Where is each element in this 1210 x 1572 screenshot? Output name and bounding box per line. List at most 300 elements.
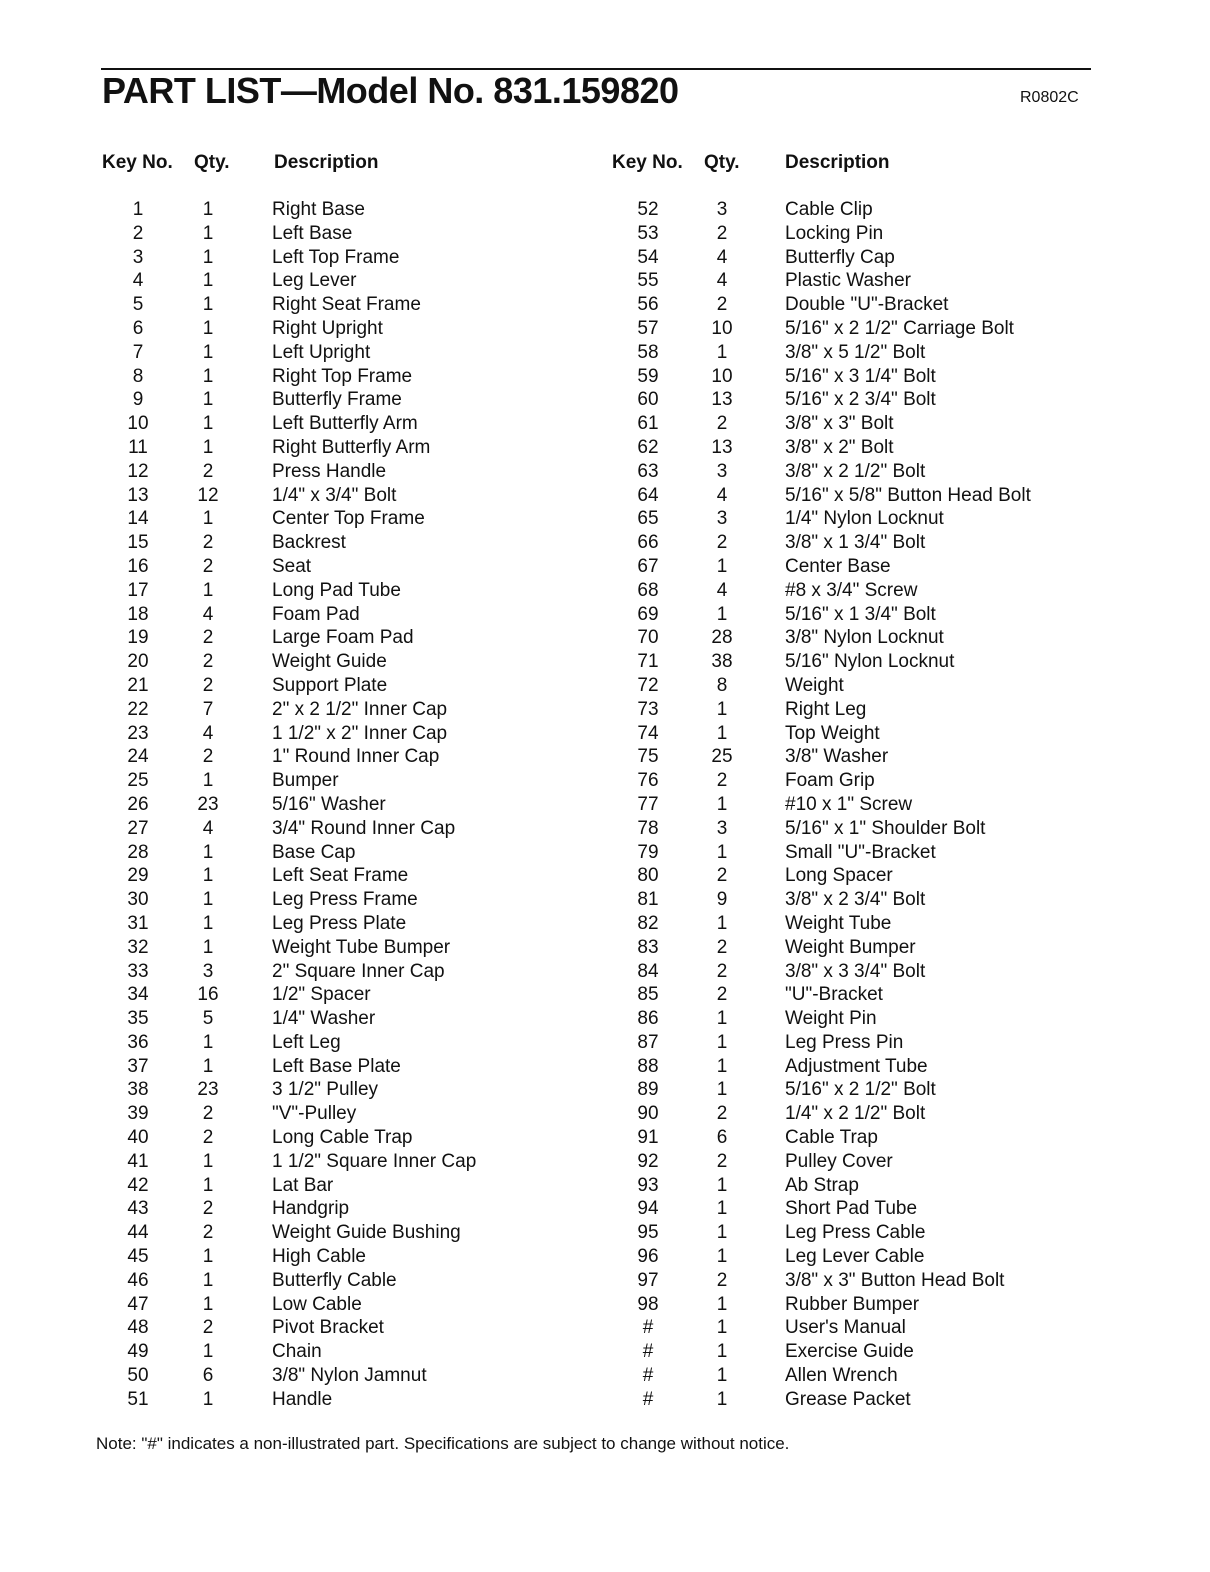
part-qty: 6 [202,1365,214,1387]
table-row [608,556,1088,580]
part-qty: 5 [202,1008,214,1030]
part-key-no: 81 [637,889,659,911]
table-row [98,247,578,271]
part-description: Weight Guide Bushing [272,1222,461,1244]
part-key-no: 36 [127,1031,149,1053]
part-description: 5/16" x 2 1/2" Carriage Bolt [785,317,1014,339]
part-description: Weight Tube Bumper [272,936,451,958]
part-description: Leg Press Cable [785,1222,926,1244]
table-row [608,1341,1088,1365]
part-key-no: 50 [127,1365,149,1387]
part-qty: 2 [202,1198,214,1220]
description-header: Description [274,152,379,173]
part-description: 3/8" x 2" Bolt [785,436,894,458]
part-description: 1/4" x 2 1/2" Bolt [785,1103,926,1125]
table-row [98,1127,578,1151]
part-description: 2" Square Inner Cap [272,960,445,982]
part-qty: 2 [716,532,728,554]
part-qty: 38 [711,651,733,673]
part-qty: 1 [716,1246,728,1268]
part-key-no: 90 [637,1103,659,1125]
part-description: Left Upright [272,341,371,363]
table-row [608,223,1088,247]
table-row [98,865,578,889]
table-row [98,1151,578,1175]
table-row [98,842,578,866]
part-key-no: 33 [127,960,149,982]
part-description: Left Leg [272,1031,341,1053]
part-qty: 1 [716,1198,728,1220]
part-key-no: 1 [132,199,144,220]
part-description: Cable Clip [785,199,873,220]
table-row [608,627,1088,651]
part-key-no: 87 [637,1031,659,1053]
part-description: Double "U"-Bracket [785,294,949,316]
part-key-no: 69 [637,603,659,625]
part-key-no: 73 [637,698,659,720]
part-qty: 2 [716,984,728,1006]
part-key-no: 16 [127,555,149,577]
table-row [98,889,578,913]
part-description: 3/8" Washer [785,746,889,768]
table-row [98,937,578,961]
table-row [98,1365,578,1389]
part-key-no: 20 [127,651,149,673]
part-description: Short Pad Tube [785,1198,918,1220]
part-description: 1" Round Inner Cap [272,746,440,768]
table-row [608,485,1088,509]
table-row [608,342,1088,366]
part-description: 3/8" x 1 3/4" Bolt [785,532,926,554]
part-description: Weight [785,674,844,696]
part-description: 5/16" x 1 3/4" Bolt [785,603,936,625]
table-row [98,1246,578,1270]
table-row [608,675,1088,699]
part-qty: 1 [716,1079,728,1101]
part-description: Foam Pad [272,603,360,625]
part-description: Left Seat Frame [272,865,409,887]
part-description: 3 1/2" Pulley [272,1079,379,1101]
table-row [98,1198,578,1222]
part-qty: 2 [202,627,214,649]
table-row [608,294,1088,318]
table-row [608,580,1088,604]
part-qty: 1 [202,841,214,863]
part-description: Cable Trap [785,1127,878,1149]
table-row [608,842,1088,866]
part-qty: 7 [202,698,214,720]
part-qty: 4 [202,603,214,625]
part-qty: 1 [716,1222,728,1244]
part-key-no: 24 [127,746,149,768]
part-key-no: 41 [127,1150,149,1172]
part-key-no: 26 [127,793,149,815]
table-row [98,651,578,675]
part-qty: 3 [716,508,728,530]
parts-rows-left [98,199,578,1413]
part-key-no: 47 [127,1293,149,1315]
part-description: Left Butterfly Arm [272,413,418,435]
table-row [98,1294,578,1318]
part-key-no: 3 [132,246,144,268]
part-description: Long Cable Trap [272,1127,413,1149]
table-row [98,913,578,937]
table-row [608,1222,1088,1246]
table-row [608,1056,1088,1080]
part-description: Rubber Bumper [785,1293,920,1315]
part-qty: 1 [716,1031,728,1053]
part-description: Backrest [272,532,346,554]
part-description: High Cable [272,1246,366,1268]
part-qty: 1 [716,1341,728,1363]
table-header [608,152,1088,188]
part-description: 5/16" x 1" Shoulder Bolt [785,817,986,839]
part-key-no: 12 [127,460,149,482]
part-key-no: 49 [127,1341,149,1363]
part-description: User's Manual [785,1317,906,1339]
table-row [608,1246,1088,1270]
part-description: 3/8" x 3" Button Head Bolt [785,1269,1005,1291]
table-row [608,508,1088,532]
part-key-no: 91 [637,1127,659,1149]
table-row [608,366,1088,390]
qty-header: Qty. [194,152,230,173]
part-key-no: 52 [637,199,659,220]
part-key-no: 74 [637,722,659,744]
part-key-no: 98 [637,1293,659,1315]
table-row [608,413,1088,437]
part-description: Left Top Frame [272,246,400,268]
part-qty: 4 [202,722,214,744]
table-row [608,604,1088,628]
part-qty: 2 [716,865,728,887]
part-description: Allen Wrench [785,1365,898,1387]
part-qty: 2 [716,222,728,244]
part-qty: 3 [202,960,214,982]
part-description: Foam Grip [785,770,875,792]
table-row [608,699,1088,723]
table-row [608,1389,1088,1413]
part-description: Pivot Bracket [272,1317,384,1339]
part-description: Right Base [272,199,365,220]
document-code: R0802C [1020,89,1079,106]
part-qty: 1 [202,1055,214,1077]
table-row [98,413,578,437]
table-row [608,770,1088,794]
table-row [98,1079,578,1103]
table-row [98,723,578,747]
part-key-no: 37 [127,1055,149,1077]
table-row [608,247,1088,271]
part-qty: 1 [202,889,214,911]
table-row [608,1365,1088,1389]
table-row [608,270,1088,294]
part-qty: 2 [202,1317,214,1339]
part-description: 3/8" x 3" Bolt [785,413,894,435]
part-key-no: 13 [127,484,149,506]
part-key-no: 28 [127,841,149,863]
table-row [608,199,1088,223]
part-key-no: 68 [637,579,659,601]
part-key-no: 93 [637,1174,659,1196]
part-description: Long Spacer [785,865,893,887]
part-qty: 2 [202,1222,214,1244]
part-description: Ab Strap [785,1174,859,1196]
part-description: 5/16" x 3 1/4" Bolt [785,365,936,387]
part-qty: 2 [202,532,214,554]
part-qty: 1 [716,841,728,863]
table-row [608,1151,1088,1175]
part-qty: 1 [716,1055,728,1077]
part-qty: 1 [202,770,214,792]
part-description: 1 1/2" x 2" Inner Cap [272,722,448,744]
part-qty: 4 [716,579,728,601]
page-title: PART LIST—Model No. 831.159820 [102,70,679,111]
part-key-no: 23 [127,722,149,744]
part-description: Support Plate [272,674,388,696]
part-description: 1 1/2" Square Inner Cap [272,1150,477,1172]
part-key-no: # [642,1365,654,1387]
part-description: Butterfly Cap [785,246,895,268]
part-qty: 1 [202,1246,214,1268]
part-description: Leg Lever [272,270,357,292]
parts-rows-right [608,199,1088,1413]
part-key-no: 43 [127,1198,149,1220]
part-key-no: 75 [637,746,659,768]
table-row [98,270,578,294]
table-row [608,1270,1088,1294]
table-row [608,389,1088,413]
table-row [608,961,1088,985]
part-qty: 1 [202,508,214,530]
part-description: "V"-Pulley [272,1103,357,1125]
part-key-no: 8 [132,365,144,387]
part-description: Leg Lever Cable [785,1246,925,1268]
part-key-no: 64 [637,484,659,506]
part-key-no: 97 [637,1269,659,1291]
part-qty: 12 [197,484,219,506]
part-qty: 1 [716,1365,728,1387]
part-qty: 13 [711,389,733,411]
part-qty: 4 [716,484,728,506]
part-description: 1/4" Washer [272,1008,376,1030]
part-key-no: 89 [637,1079,659,1101]
key-no-header: Key No. [102,152,173,173]
part-key-no: 83 [637,936,659,958]
part-description: Weight Tube [785,912,892,934]
part-key-no: 7 [132,341,144,363]
part-qty: 9 [716,889,728,911]
part-description: Weight Pin [785,1008,877,1030]
part-qty: 2 [202,746,214,768]
part-qty: 1 [716,341,728,363]
part-qty: 2 [716,770,728,792]
part-qty: 13 [711,436,733,458]
part-qty: 1 [202,1150,214,1172]
part-qty: 2 [716,1103,728,1125]
part-description: Left Base [272,222,353,244]
table-row [98,1317,578,1341]
table-row [98,1175,578,1199]
part-description: Grease Packet [785,1388,911,1410]
part-qty: 1 [202,912,214,934]
part-key-no: 4 [132,270,144,292]
part-qty: 1 [202,294,214,316]
part-qty: 1 [716,1174,728,1196]
part-key-no: 61 [637,413,659,435]
part-key-no: 54 [637,246,659,268]
part-description: 3/8" x 2 1/2" Bolt [785,460,926,482]
part-key-no: 86 [637,1008,659,1030]
part-key-no: 38 [127,1079,149,1101]
part-description: 3/8" x 2 3/4" Bolt [785,889,926,911]
part-qty: 1 [202,1293,214,1315]
part-qty: 1 [202,936,214,958]
part-key-no: 25 [127,770,149,792]
table-row [98,485,578,509]
part-qty: 1 [202,222,214,244]
part-key-no: 17 [127,579,149,601]
part-key-no: 62 [637,436,659,458]
part-qty: 10 [711,317,733,339]
part-qty: 1 [202,413,214,435]
part-description: Seat [272,555,312,577]
part-description: 5/16" x 2 3/4" Bolt [785,389,936,411]
part-key-no: 19 [127,627,149,649]
part-description: Right Top Frame [272,365,413,387]
part-description: Leg Press Pin [785,1031,904,1053]
part-key-no: 63 [637,460,659,482]
part-description: #8 x 3/4" Screw [785,579,918,601]
part-key-no: 94 [637,1198,659,1220]
part-key-no: 39 [127,1103,149,1125]
part-qty: 1 [716,912,728,934]
part-qty: 2 [716,1269,728,1291]
part-qty: 2 [716,1150,728,1172]
parts-table-left [98,152,578,1413]
table-row [98,1222,578,1246]
table-row [98,1270,578,1294]
table-row [608,1294,1088,1318]
table-row [98,1008,578,1032]
table-row [98,770,578,794]
part-key-no: 2 [132,222,144,244]
part-qty: 2 [716,294,728,316]
part-description: Long Pad Tube [272,579,401,601]
part-key-no: 66 [637,532,659,554]
part-key-no: # [642,1341,654,1363]
part-qty: 4 [716,270,728,292]
table-row [608,437,1088,461]
part-qty: 3 [716,817,728,839]
part-qty: 1 [202,579,214,601]
part-description: Right Upright [272,317,383,339]
part-description: Handle [272,1388,333,1410]
table-row [98,199,578,223]
part-description: Plastic Washer [785,270,911,292]
part-description: Base Cap [272,841,356,863]
part-description: Weight Guide [272,651,387,673]
table-row [608,1103,1088,1127]
table-header [98,152,578,188]
part-key-no: 79 [637,841,659,863]
table-row [98,437,578,461]
table-row [608,1127,1088,1151]
part-key-no: 34 [127,984,149,1006]
part-description: 5/16" x 2 1/2" Bolt [785,1079,936,1101]
table-row [98,580,578,604]
part-description: Chain [272,1341,322,1363]
part-key-no: 22 [127,698,149,720]
table-row [98,1056,578,1080]
part-key-no: 11 [128,436,148,458]
part-description: Center Base [785,555,891,577]
part-qty: 1 [202,389,214,411]
part-description: Small "U"-Bracket [785,841,936,863]
table-row [98,366,578,390]
part-key-no: 32 [127,936,149,958]
footnote: Note: "#" indicates a non-illustrated part. Specifications are subject to change without notice. [96,1434,790,1453]
table-row [98,318,578,342]
part-key-no: 80 [637,865,659,887]
part-key-no: 48 [127,1317,149,1339]
part-description: 5/16" Nylon Locknut [785,651,955,673]
part-key-no: 71 [637,651,659,673]
part-key-no: 77 [637,793,659,815]
table-row [608,1008,1088,1032]
part-key-no: 70 [637,627,659,649]
part-key-no: 78 [637,817,659,839]
part-qty: 1 [716,1317,728,1339]
part-description: Weight Bumper [785,936,916,958]
table-row [98,556,578,580]
part-key-no: 65 [637,508,659,530]
part-key-no: 9 [132,389,144,411]
part-qty: 1 [716,555,728,577]
part-key-no: 29 [127,865,149,887]
part-description: 2" x 2 1/2" Inner Cap [272,698,448,720]
table-row [608,1032,1088,1056]
table-row [608,865,1088,889]
part-description: "U"-Bracket [785,984,883,1006]
part-description: Exercise Guide [785,1341,914,1363]
qty-header: Qty. [704,152,740,173]
part-key-no: 18 [127,603,149,625]
part-qty: 1 [202,246,214,268]
table-row [98,604,578,628]
part-key-no: 14 [127,508,149,530]
part-qty: 3 [716,460,728,482]
part-description: 1/4" x 3/4" Bolt [272,484,397,506]
part-key-no: 51 [127,1388,149,1410]
part-key-no: # [642,1388,654,1410]
table-row [608,1198,1088,1222]
table-row [608,1317,1088,1341]
table-row [98,1032,578,1056]
part-description: Butterfly Frame [272,389,402,411]
part-qty: 1 [716,1388,728,1410]
part-description: Butterfly Cable [272,1269,397,1291]
part-description: Right Leg [785,698,867,720]
part-description: 1/2" Spacer [272,984,371,1006]
part-key-no: 84 [637,960,659,982]
part-qty: 1 [202,317,214,339]
part-description: Left Base Plate [272,1055,401,1077]
part-key-no: 95 [637,1222,659,1244]
part-key-no: 96 [637,1246,659,1268]
part-description: Lat Bar [272,1174,334,1196]
part-key-no: 56 [637,294,659,316]
